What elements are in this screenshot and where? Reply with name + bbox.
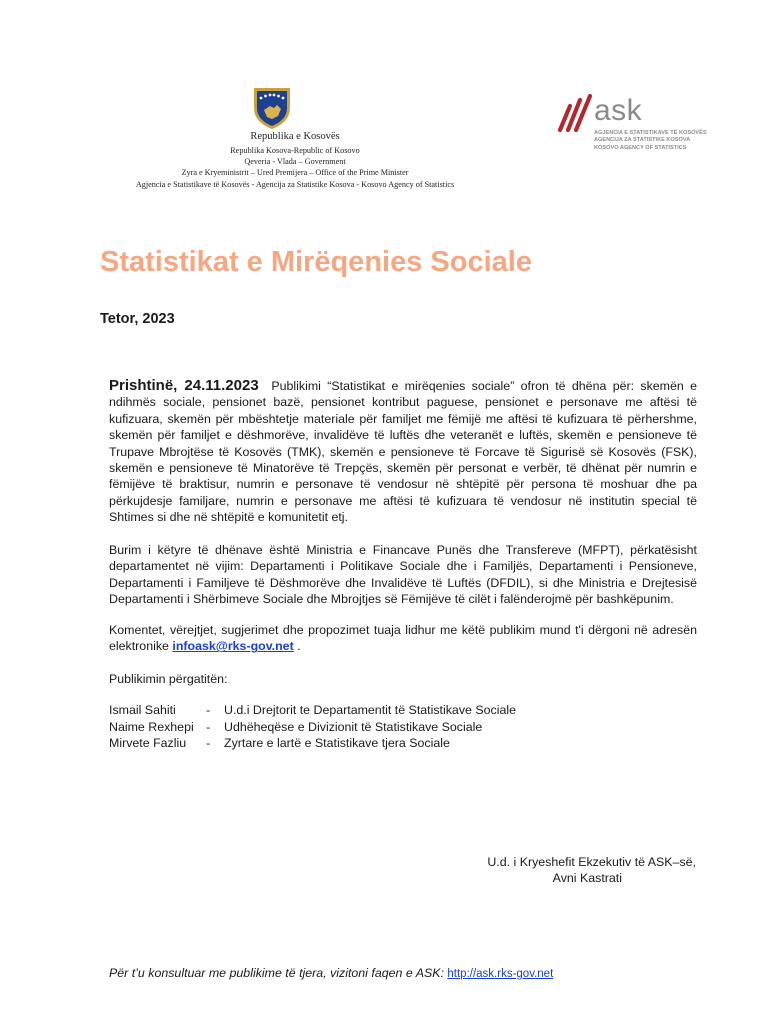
- place-date-lead: Prishtinë, 24.11.2023: [109, 377, 259, 394]
- list-item: Ismail Sahiti - U.d.i Drejtorit te Departamentit të Statistikave Sociale: [109, 703, 516, 717]
- signature-block: [430, 854, 696, 887]
- ask-logo: [556, 88, 726, 158]
- list-item: Mirvete Fazliu - Zyrtare e lartë e Statistikave tjera Sociale: [109, 736, 450, 751]
- ask-logo-subtitle: AGJENCIA E STATISTIKAVE TË KOSOVËS AGENCIJA ZA STATISTIKE KOSOVA KOSOVO AGENCY OF STATISTICS: [594, 130, 707, 151]
- header-line-republic-alt: Republika Kosova-Republic of Kosovo: [230, 146, 360, 155]
- team-member-name: Naime Rexhepi: [109, 719, 194, 734]
- footer-text: Për t’u konsultuar me publikime të tjera, vizitoni faqen e ASK:: [109, 966, 448, 980]
- team-member-role: Udhëheqëse e Divizionit të Statistikave Sociale: [224, 719, 483, 734]
- intro-paragraph: [109, 378, 697, 526]
- intro-text: Publikimi “Statistikat e mirëqenies sociale” ofron të dhëna për: skemën e ndihmës sociale, pensionet bazë, pensionet kontribut paguese, pensionet e personave me aftësi të kufizuara, skemën për mbështetje materiale për familjet me fëmijë me aftësi të kufizuara të përhershme, skemën për familjet e dëshmorëve, invalidëve të luftës dhe veteranët e luftës, skemën e pensioneve të Trupave Mbrojtëse të Kosovës (TMK), skemën e pensioneve të Forcave të Sigurisë së Kosovës (FSK), skemën e pensioneve të Minatorëve të Trepçës, skemën për personat e verbër, të dhënat për numrin e fëmijëve të braktisur, numrin e personave të vendosur në shtëpitë për persona të moshuar dhe pa përkujdesje familjare, numrin e personave me aftësi të kufizuara të vendosur në institutin special të Shtimes si dhe në shtëpitë e komunitetit etj.: [109, 379, 698, 525]
- footer-note: [109, 966, 553, 980]
- team-member-role: Zyrtare e lartë e Statistikave tjera Sociale: [224, 736, 450, 751]
- ask-logo-word: ask: [594, 94, 643, 127]
- contact-paragraph: Komentet, vërejtjet, sugjerimet dhe propozimet tuaja lidhur me këtë publikim mund t'i dërgoni në adresën elektronike infoask@rks-gov.net .: [109, 623, 697, 654]
- prepared-by-label: Publikimin përgatitën:: [109, 672, 228, 686]
- kosovo-coat-of-arms-icon: [250, 86, 294, 130]
- signature-title: U.d. i Kryeshefit Ekzekutiv të ASK–së,: [487, 855, 696, 869]
- signature-name: Avni Kastrati: [552, 871, 622, 886]
- footer-website-link[interactable]: http://ask.rks-gov.net: [447, 968, 554, 980]
- team-member-role: U.d.i Drejtorit te Departamentit të Statistikave Sociale: [224, 703, 516, 717]
- document-date: Tetor, 2023: [100, 311, 175, 327]
- header-line-republic: Republika e Kosovës: [250, 131, 340, 142]
- contact-text: Komentet, vërejtjet, sugjerimet dhe propozimet tuaja lidhur me këtë publikim mund t'i dërgoni në adresën elektronike: [109, 623, 697, 654]
- list-item: Naime Rexhepi - Udhëheqëse e Divizionit të Statistikave Sociale: [109, 719, 483, 734]
- header-line-agency: Agjencia e Statistikave të Kosovës - Agencija za Statistike Kosova - Kosovo Agency of Statistics: [135, 179, 455, 189]
- team-list: [109, 702, 516, 752]
- team-member-name: Ismail Sahiti: [109, 703, 176, 717]
- source-paragraph: Burim i këtyre të dhënave është Ministria e Financave Punës dhe Transfereve (MFPT), përkatësisht departamentet në vijim: Departamenti i Politikave Sociale dhe i Familjës, Departamenti i Pensioneve, Departamenti i Familjeve të Dëshmorëve dhe Invalidëve të Luftës (DFDIL), si dhe Ministria e Drejtesisë Departamenti i Shërbimeve Sociale dhe Mbrojtjes së Fëmijëve të cilët i falënderojmë për bashkëpunim.: [109, 543, 697, 607]
- header-line-office: Zyra e Kryeministrit – Ured Premijera – Office of the Prime Minister: [181, 168, 409, 178]
- government-header: [100, 131, 490, 190]
- contact-email-link[interactable]: infoask@rks-gov.net: [172, 639, 294, 654]
- header-line-government: Qeveria - Vlada – Government: [244, 157, 346, 167]
- team-member-name: Mirvete Fazliu: [109, 736, 187, 751]
- document-title: Statistikat e Mirëqenies Sociale: [100, 246, 532, 278]
